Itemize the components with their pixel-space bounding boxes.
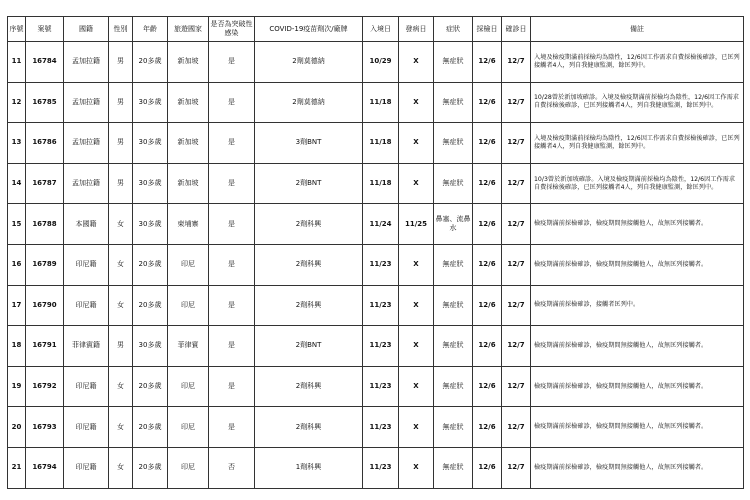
header-sex: 性別 [109,17,133,42]
header-onset-date: 發病日 [399,17,434,42]
cell-case: 16794 [26,447,64,488]
cell-onset-date: X [399,447,434,488]
cell-entry-date: 11/23 [363,447,399,488]
table-row [8,204,744,245]
cell-sex: 女 [109,366,133,407]
cell-sex: 女 [109,285,133,326]
cell-breakthrough: 是 [209,326,255,367]
cell-entry-date: 10/29 [363,42,399,83]
cell-sample-date: 12/6 [473,407,502,448]
table-row [8,407,744,448]
cell-sample-date: 12/6 [473,447,502,488]
cell-travel-country: 新加坡 [168,123,209,164]
cell-case: 16784 [26,42,64,83]
cell-sample-date: 12/6 [473,326,502,367]
cell-no: 11 [8,42,26,83]
cell-note: 檢疫期滿前採檢確診，檢疫期間無接觸他人，故無匡列接觸者。 [531,366,744,407]
cell-case: 16792 [26,366,64,407]
cell-case: 16788 [26,204,64,245]
cell-no: 21 [8,447,26,488]
cell-confirm-date: 12/7 [502,163,531,204]
cell-no: 13 [8,123,26,164]
cell-symptom: 無症狀 [434,447,473,488]
cell-breakthrough: 是 [209,366,255,407]
cell-onset-date: X [399,163,434,204]
cell-sample-date: 12/6 [473,123,502,164]
cell-symptom: 無症狀 [434,326,473,367]
header-note: 備註 [531,17,744,42]
cell-sample-date: 12/6 [473,163,502,204]
cell-nationality: 印尼籍 [64,366,109,407]
cell-sex: 女 [109,244,133,285]
cell-sample-date: 12/6 [473,42,502,83]
cell-travel-country: 印尼 [168,447,209,488]
cell-symptom: 無症狀 [434,42,473,83]
cell-nationality: 孟加拉籍 [64,123,109,164]
cell-confirm-date: 12/7 [502,123,531,164]
cell-breakthrough: 是 [209,285,255,326]
cell-nationality: 孟加拉籍 [64,42,109,83]
cell-sex: 男 [109,123,133,164]
cell-entry-date: 11/24 [363,204,399,245]
cell-symptom: 無症狀 [434,244,473,285]
cell-nationality: 印尼籍 [64,244,109,285]
cell-travel-country: 印尼 [168,244,209,285]
cell-no: 20 [8,407,26,448]
table-row [8,366,744,407]
header-travel-country: 旅遊國家 [168,17,209,42]
cell-note: 檢疫期滿前採檢確診，檢疫期間無接觸他人，故無匡列接觸者。 [531,447,744,488]
cell-age: 30多歲 [133,163,168,204]
cell-age: 20多歲 [133,285,168,326]
cell-no: 12 [8,82,26,123]
cell-age: 30多歲 [133,204,168,245]
cell-onset-date: X [399,285,434,326]
header-confirm-date: 確診日 [502,17,531,42]
cell-entry-date: 11/18 [363,163,399,204]
table-row [8,244,744,285]
cell-breakthrough: 是 [209,204,255,245]
cell-note: 檢疫期滿前採檢確診，檢疫期間無接觸他人，故無匡列接觸者。 [531,326,744,367]
cell-vaccine: 2劑科興 [255,244,363,285]
cell-no: 16 [8,244,26,285]
cell-entry-date: 11/18 [363,82,399,123]
cell-symptom: 無症狀 [434,82,473,123]
cell-vaccine: 2劑科興 [255,366,363,407]
cell-onset-date: X [399,326,434,367]
cell-nationality: 本國籍 [64,204,109,245]
table-row [8,42,744,83]
cell-sex: 女 [109,204,133,245]
cell-confirm-date: 12/7 [502,407,531,448]
cell-vaccine: 2劑BNT [255,326,363,367]
table-row [8,123,744,164]
cell-breakthrough: 否 [209,447,255,488]
cell-sex: 女 [109,447,133,488]
cell-travel-country: 柬埔寨 [168,204,209,245]
cell-travel-country: 新加坡 [168,163,209,204]
table-row [8,447,744,488]
cell-age: 20多歲 [133,366,168,407]
cell-onset-date: X [399,244,434,285]
cell-symptom: 無症狀 [434,163,473,204]
cell-sample-date: 12/6 [473,285,502,326]
cell-vaccine: 1劑科興 [255,447,363,488]
cell-note: 入境及檢疫期滿前採檢均為陰性，12/6因工作需求自費採檢後確診，已匡列接觸者4人，列自我健康監測，餘匡列中。 [531,123,744,164]
cell-entry-date: 11/23 [363,407,399,448]
cell-no: 14 [8,163,26,204]
cell-onset-date: X [399,123,434,164]
cell-case: 16789 [26,244,64,285]
cell-vaccine: 2劑科興 [255,407,363,448]
cell-no: 18 [8,326,26,367]
cell-vaccine: 2劑科興 [255,285,363,326]
cell-breakthrough: 是 [209,163,255,204]
cell-nationality: 印尼籍 [64,407,109,448]
cell-breakthrough: 是 [209,244,255,285]
cell-case: 16787 [26,163,64,204]
cell-sex: 女 [109,407,133,448]
cell-note: 檢疫期滿前採檢確診，檢疫期間無接觸他人，故無匡列接觸者。 [531,244,744,285]
cell-nationality: 孟加拉籍 [64,82,109,123]
cell-confirm-date: 12/7 [502,204,531,245]
header-case: 案號 [26,17,64,42]
header-vaccine: COVID-19疫苗劑次/廠牌 [255,17,363,42]
cell-travel-country: 印尼 [168,366,209,407]
cell-confirm-date: 12/7 [502,366,531,407]
cell-nationality: 印尼籍 [64,447,109,488]
cell-no: 17 [8,285,26,326]
case-table-container [7,16,744,489]
cell-note: 入境及檢疫期滿前採檢均為陰性，12/6因工作需求自費採檢後確診，已匡列接觸者4人，列自我健康監測，餘匡列中。 [531,42,744,83]
cell-sex: 男 [109,163,133,204]
cell-age: 20多歲 [133,447,168,488]
cell-travel-country: 印尼 [168,407,209,448]
cell-onset-date: X [399,82,434,123]
cell-onset-date: X [399,407,434,448]
cell-confirm-date: 12/7 [502,326,531,367]
cell-case: 16793 [26,407,64,448]
cell-entry-date: 11/23 [363,366,399,407]
cell-nationality: 印尼籍 [64,285,109,326]
cell-travel-country: 印尼 [168,285,209,326]
cell-sample-date: 12/6 [473,204,502,245]
cell-breakthrough: 是 [209,407,255,448]
cell-sample-date: 12/6 [473,244,502,285]
cell-breakthrough: 是 [209,82,255,123]
cell-breakthrough: 是 [209,42,255,83]
cell-confirm-date: 12/7 [502,82,531,123]
table-row [8,82,744,123]
header-sample-date: 採檢日 [473,17,502,42]
cell-nationality: 孟加拉籍 [64,163,109,204]
cell-breakthrough: 是 [209,123,255,164]
cell-travel-country: 新加坡 [168,42,209,83]
cell-vaccine: 3劑BNT [255,123,363,164]
cell-note: 檢疫期滿前採檢確診，檢疫期間無接觸他人，故無匡列接觸者。 [531,204,744,245]
cell-no: 19 [8,366,26,407]
cell-age: 30多歲 [133,123,168,164]
cell-confirm-date: 12/7 [502,447,531,488]
cell-note: 檢疫期滿前採檢確診，檢疫期間無接觸他人，故無匡列接觸者。 [531,407,744,448]
table-row [8,163,744,204]
header-entry-date: 入境日 [363,17,399,42]
cell-age: 20多歲 [133,42,168,83]
table-row [8,326,744,367]
cell-age: 20多歲 [133,244,168,285]
cell-age: 30多歲 [133,326,168,367]
cell-sex: 男 [109,82,133,123]
cell-entry-date: 11/18 [363,123,399,164]
cell-symptom: 無症狀 [434,407,473,448]
header-row [8,17,744,42]
cell-vaccine: 2劑科興 [255,204,363,245]
header-no: 序號 [8,17,26,42]
cell-case: 16791 [26,326,64,367]
cell-note: 10/3曾於新加坡確診。入境及檢疫期滿前採檢均為陰性，12/6因工作需求自費採檢後確診，已匡列接觸者4人，列自我健康監測，餘匡列中。 [531,163,744,204]
header-nationality: 國籍 [64,17,109,42]
case-table [7,16,744,489]
cell-symptom: 無症狀 [434,366,473,407]
cell-entry-date: 11/23 [363,285,399,326]
cell-sex: 男 [109,326,133,367]
cell-sex: 男 [109,42,133,83]
cell-sample-date: 12/6 [473,366,502,407]
cell-case: 16786 [26,123,64,164]
cell-case: 16785 [26,82,64,123]
cell-entry-date: 11/23 [363,326,399,367]
header-breakthrough: 是否為突破性感染 [209,17,255,42]
cell-vaccine: 2劑莫德納 [255,42,363,83]
cell-symptom: 鼻塞、流鼻水 [434,204,473,245]
cell-symptom: 無症狀 [434,285,473,326]
cell-vaccine: 2劑莫德納 [255,82,363,123]
cell-travel-country: 菲律賓 [168,326,209,367]
cell-entry-date: 11/23 [363,244,399,285]
cell-case: 16790 [26,285,64,326]
cell-onset-date: 11/25 [399,204,434,245]
header-symptom: 症狀 [434,17,473,42]
cell-confirm-date: 12/7 [502,244,531,285]
cell-onset-date: X [399,42,434,83]
table-row [8,285,744,326]
cell-onset-date: X [399,366,434,407]
cell-age: 20多歲 [133,407,168,448]
cell-note: 10/28曾於新加坡確診。入境及檢疫期滿前採檢均為陰性，12/6因工作需求自費採檢後確診，已匡列接觸者4人，列自我健康監測，餘匡列中。 [531,82,744,123]
cell-sample-date: 12/6 [473,82,502,123]
cell-nationality: 菲律賓籍 [64,326,109,367]
cell-no: 15 [8,204,26,245]
cell-confirm-date: 12/7 [502,285,531,326]
cell-travel-country: 新加坡 [168,82,209,123]
cell-symptom: 無症狀 [434,123,473,164]
cell-vaccine: 2劑BNT [255,163,363,204]
cell-note: 檢疫期滿前採檢確診，接觸者匡列中。 [531,285,744,326]
header-age: 年齡 [133,17,168,42]
cell-confirm-date: 12/7 [502,42,531,83]
cell-age: 30多歲 [133,82,168,123]
